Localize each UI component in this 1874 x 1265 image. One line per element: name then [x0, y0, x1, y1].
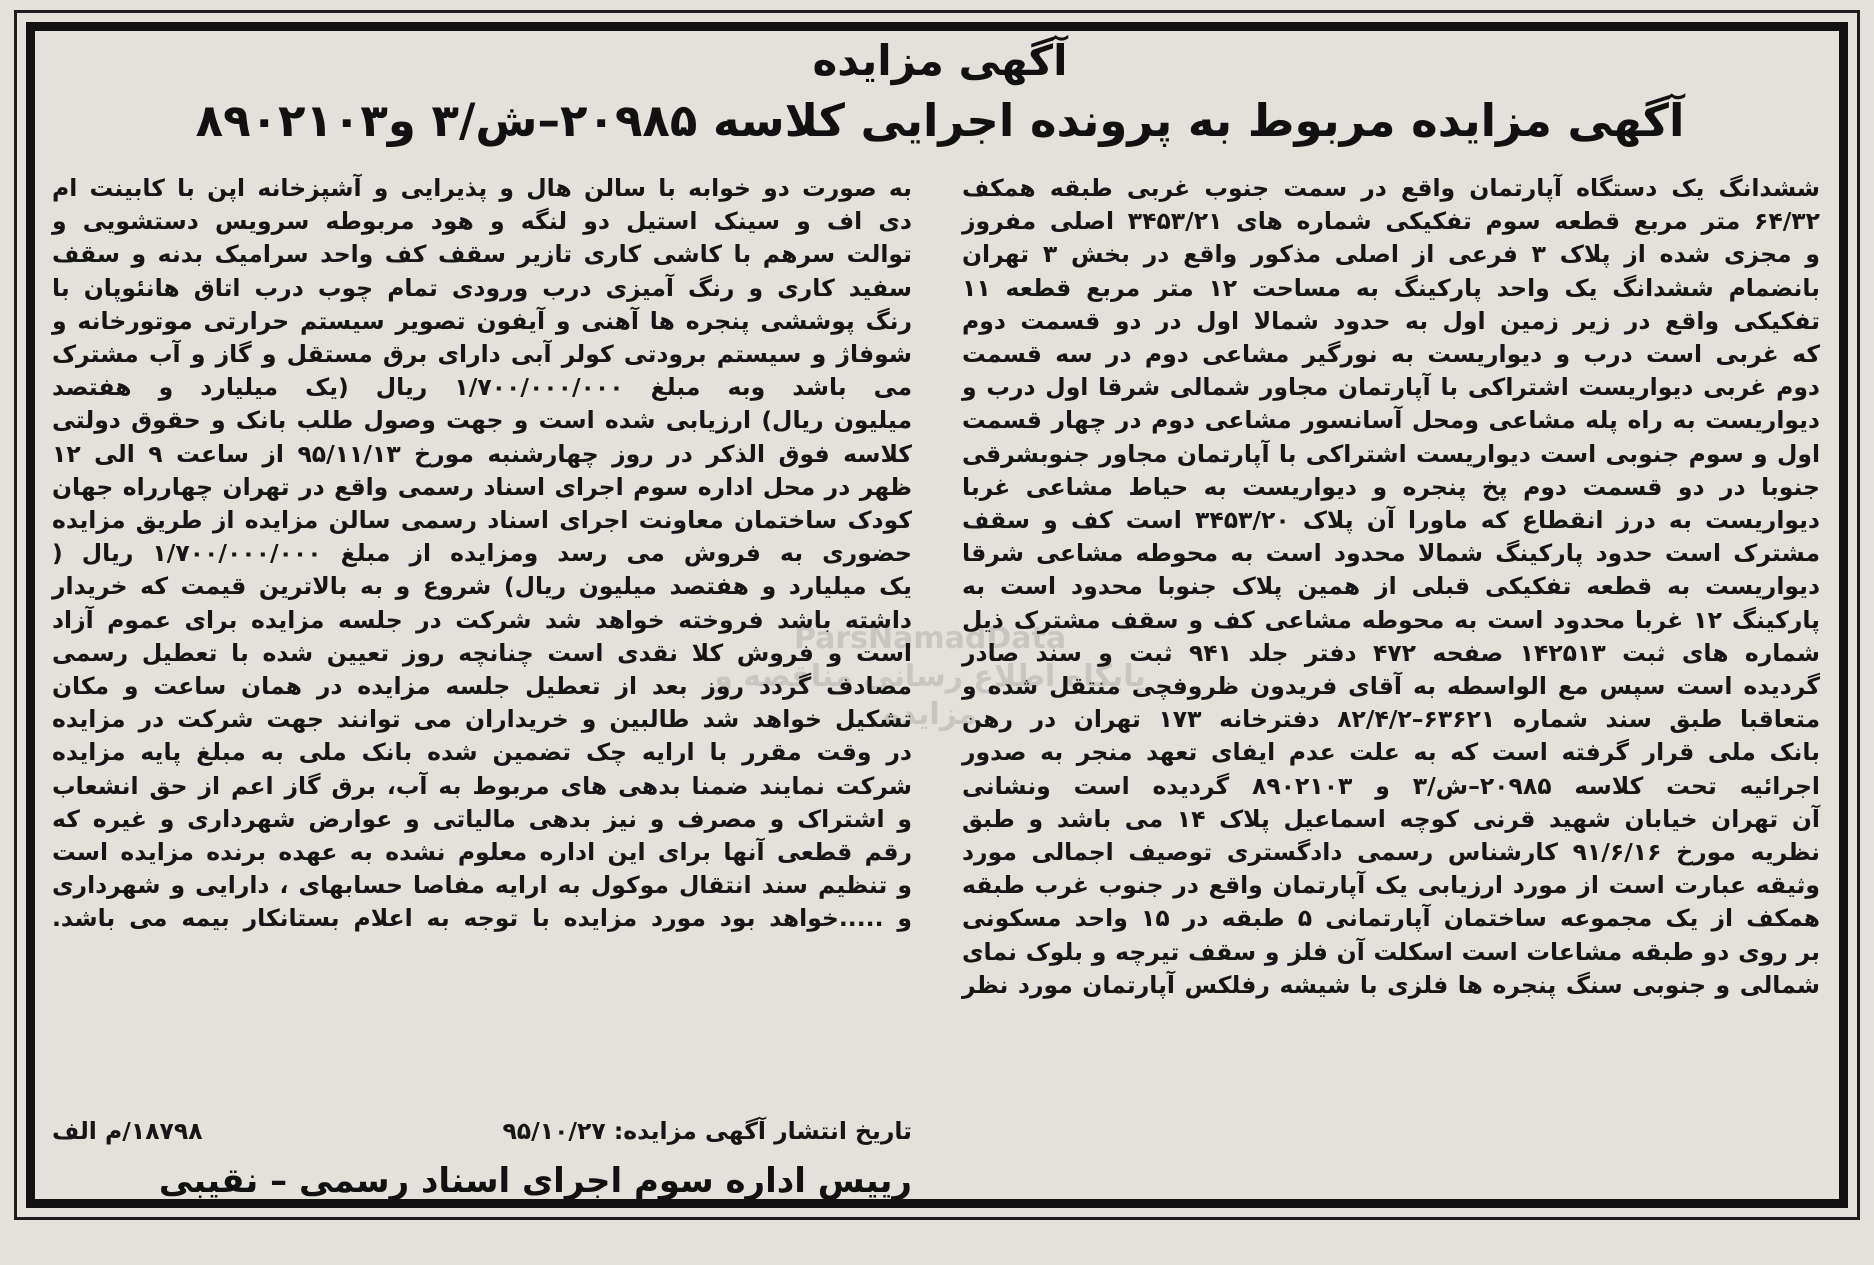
right-text-column [962, 172, 1820, 1002]
text-line: کودک ساختمان معاونت اجرای اسناد رسمی سالن مزایده از طریق مزایده [52, 506, 912, 535]
text-line: شمالی و جنوبی سنگ پنجره ها فلزی با شیشه رفلکس آپارتمان مورد نظر [962, 970, 1820, 999]
text-line: دیواریست به قطعه تفکیکی قبلی از همین پلاک جنوبا محدود است به [962, 572, 1820, 601]
watermark-tagline: پایگاه اطلاع رسانی مناقصه و مزایده [714, 659, 1146, 732]
text-line: است و فروش کلا نقدی است چنانچه روز تعیین شده با تعطیل رسمی [52, 638, 912, 667]
text-line: اول و سوم جنوبی است دیواریست اشتراکی با آپارتمان مجاور جنوبشرقی [962, 439, 1820, 468]
text-line: وثیقه عبارت است از مورد ارزیابی یک آپارتمان واقع در جنوب غرب طبقه [962, 871, 1820, 900]
watermark-brand: ParsNamadData [793, 621, 1067, 656]
text-line: بانک ملی قرار گرفته است که به علت عدم ایفای تعهد منجر به صدور [962, 738, 1820, 767]
text-line: پارکینگ ۱۲ غربا محدود است به محوطه مشاعی کف و سقف مشترک ذیل [962, 605, 1820, 634]
signature-line: رییس اداره سوم اجرای اسناد رسمی – نقیبی [158, 1161, 912, 1201]
text-line: به صورت دو خوابه با سالن هال و پذیرایی و آشپزخانه اپن با کابینت ام [52, 174, 912, 202]
text-line: جنوبا در دو قسمت دوم پخ پنجره و دیواریست به حیاط مشاعی غربا [962, 472, 1820, 501]
text-line: میلیون ریال) ارزیابی شده است و جهت وصول طلب بانک و حقوق دولتی [52, 406, 912, 435]
text-line: می باشد وبه مبلغ ۱/۷۰۰/۰۰۰/۰۰۰ ریال (یک میلیارد و هفتصد [52, 373, 912, 402]
text-line: آن تهران خیابان شهید قرنی کوچه اسماعیل پلاک ۱۴ می باشد و طبق [962, 804, 1820, 833]
text-line: ۶۴/۳۲ متر مربع قطعه سوم تفکیکی شماره های ۳۴۵۳/۲۱ اصلی مفروز [962, 207, 1820, 236]
text-line: شوفاژ و سیستم برودتی کولر آبی دارای برق مستقل و گاز و آب مشترک [52, 340, 912, 369]
text-line: بر روی دو طبقه مشاعات است اسکلت آن فلز و سقف تیرچه و بلوک نمای [962, 937, 1820, 966]
publish-date: تاریخ انتشار آگهی مزایده: ۹۵/۱۰/۲۷ [502, 1117, 912, 1145]
notice-subtitle: آگهی مزایده مربوط به پرونده اجرایی کلاسه ۲۰۹۸۵–ش/۳ و۸۹۰۲۱۰۳ [195, 94, 1685, 147]
text-line: مصادف گردد روز بعد از تعطیل جلسه مزایده در همان ساعت و مکان [52, 672, 912, 701]
text-line: اجرائیه تحت کلاسه ۲۰۹۸۵–ش/۳ و ۸۹۰۲۱۰۳ گردیده است ونشانی [962, 771, 1820, 800]
text-line: یک میلیارد و هفتصد میلیون ریال) شروع و به بالاترین قیمت که خریدار [52, 572, 912, 601]
notice-header [60, 34, 1820, 152]
text-line: سفید کاری و رنگ آمیزی درب ورودی تمام چوب درب اتاق هانئوپان با [52, 273, 912, 302]
text-line: دیواریست به راه پله مشاعی ومحل آسانسور مشاعی دوم در چهار قسمت [962, 406, 1820, 435]
left-text-column [52, 172, 912, 936]
notice-title: آگهی مزایده [812, 36, 1068, 85]
text-line: دیواریست به درز انقطاع که ماورا آن پلاک ۳۴۵۳/۲۰ است کف و سقف [962, 506, 1820, 535]
text-line: رنگ پوششی پنجره ها آهنی و آیفون تصویر سیستم حرارتی موتورخانه و [52, 306, 912, 335]
text-line: گردیده است سپس مع الواسطه به آقای فریدون ظروفچی منتقل شده و [962, 672, 1820, 701]
text-line: همکف از یک مجموعه ساختمان آپارتمانی ۵ طبقه در ۱۵ واحد مسکونی [962, 904, 1820, 933]
text-line: تفکیکی واقع در زیر زمین اول به حدود شمالا اول در دو قسمت دوم [962, 306, 1820, 335]
text-line: ظهر در محل اداره سوم اجرای اسناد رسمی واقع در تهران چهارراه جهان [52, 472, 912, 501]
text-line: توالت سرهم با کاشی کاری تازیر سقف کف واحد سرامیک بدنه و سقف [52, 240, 912, 269]
text-line: دی اف و سینک استیل دو لنگه و هود مربوطه سرویس دستشویی و [52, 207, 912, 236]
text-line: و اشتراک و مصرف و نیز بدهی مالیاتی و عوارض شهرداری و غیره که [52, 804, 912, 833]
text-line: نظریه مورخ ۹۱/۶/۱۶ کارشناس رسمی دادگستری توصیف اجمالی مورد [962, 838, 1820, 867]
text-line: و تنظیم سند انتقال موکول به ارایه مفاصا حسابهای ، دارایی و شهرداری [52, 871, 912, 900]
text-line: کلاسه فوق الذکر در روز چهارشنبه مورخ ۹۵/۱۱/۱۳ از ساعت ۹ الی ۱۲ [52, 439, 912, 468]
text-line: مشترک است حدود پارکینگ شمالا محدود است به محوطه مشاعی شرقا [962, 539, 1820, 568]
text-line: و مجزی شده از پلاک ۳ فرعی از اصلی مذکور واقع در بخش ۳ تهران [962, 240, 1820, 269]
text-line: که غربی است درب و دیواریست به نورگیر مشاعی دوم در سه قسمت [962, 340, 1820, 369]
text-line: دوم غربی دیواریست اشتراکی با آپارتمان مجاور شمالی شرقا اول درب و [962, 373, 1820, 402]
reference-code: ۱۸۷۹۸/م الف [52, 1117, 203, 1145]
text-line: داشته باشد فروخته خواهد شد شرکت در جلسه مزایده برای عموم آزاد [52, 605, 912, 634]
text-line: تشکیل خواهد شد طالبین و خریداران می توانند جهت شرکت در مزایده [52, 705, 912, 734]
text-line: متعاقبا طبق سند شماره ۶۳۶۲۱–۸۲/۴/۲ دفترخانه ۱۷۳ تهران در رهن [962, 705, 1820, 734]
publication-line [52, 1114, 912, 1148]
text-line: شماره های ثبت ۱۴۲۵۱۳ صفحه ۴۷۲ دفتر جلد ۹۴۱ ثبت و سند صادر [962, 638, 1820, 667]
text-line: شرکت نمایند ضمنا بدهی های مربوط به آب، برق گاز اعم از حق انشعاب [52, 771, 912, 800]
text-line: ششدانگ یک دستگاه آپارتمان واقع در سمت جنوب غربی طبقه همکف [962, 174, 1820, 202]
text-line: حضوری به فروش می رسد ومزایده از مبلغ ۱/۷۰۰/۰۰۰/۰۰۰ ریال ( [52, 539, 912, 568]
text-line: در وقت مقرر با ارایه چک تضمین شده بانک ملی به مبلغ پایه مزایده [52, 738, 912, 767]
text-line: بانضمام ششدانگ یک واحد پارکینگ به مساحت ۱۲ متر مربع قطعه ۱۱ [962, 273, 1820, 302]
text-line: و .....خواهد بود مورد مزایده با توجه به اعلام بستانکار بیمه می باشد. [52, 904, 912, 933]
text-line: رقم قطعی آنها برای این اداره معلوم نشده به عهده برنده مزایده است [52, 838, 912, 867]
